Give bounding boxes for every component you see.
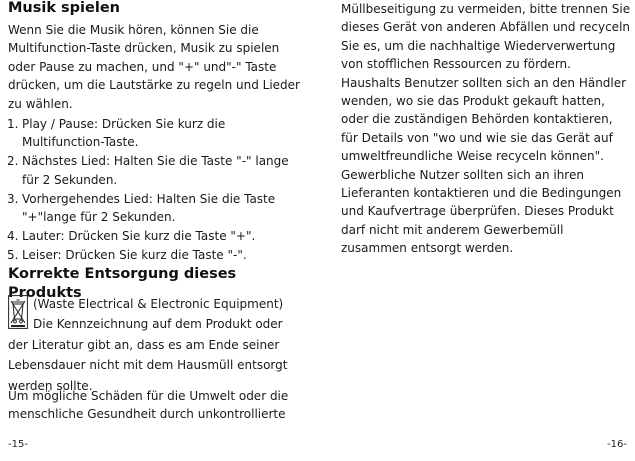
disposal-continued-paragraph: Müllbeseitigung zu vermeiden, bitte trennen Sie dieses Gerät von anderen Abfällen und recyceln Sie es, um die nachhaltige Wiederverwertung von stofflichen Ressourcen zu fördern. Haushalts Benutzer sollten sich an den Händler wenden, wo sie das Produkt gekauft hatten, oder die zuständigen Behörden kontaktieren, für Details von "wo und wie sie das Gerät auf umweltfreundliche Weise recyceln können". Gewerbliche Nutzer sollten sich an ihren Lieferanten kontaktieren und die Bedingungen und Kaufvertrage überprüfen. Dieses Produkt darf nicht mit anderem Gewerbemüll zusammen entsorgt werden. xyxy=(341,2,631,256)
page-number-right: -16- xyxy=(607,439,627,450)
step-number: 4. xyxy=(7,229,19,244)
step-number: 5. xyxy=(7,248,19,263)
music-steps-list xyxy=(8,115,300,265)
step-number: 1. xyxy=(7,117,19,131)
list-item xyxy=(8,190,300,227)
crossed-out-wheelie-bin-icon xyxy=(8,295,28,329)
step-text: Play / Pause: Drücken Sie kurz die Multifunction-Taste. xyxy=(22,117,226,150)
list-item xyxy=(8,227,300,245)
music-intro-paragraph: Wenn Sie die Musik hören, können Sie die Multifunction-Taste drücken, Musik zu spielen oder Pause zu machen, und "+" und"-" Taste drücken, um die Lautstärke zu regeln und Lieder zu wählen. xyxy=(8,23,300,111)
step-number: 3. xyxy=(7,191,19,206)
weee-notice xyxy=(8,293,300,395)
step-text: Lauter: Drücken Sie kurz die Taste "+". xyxy=(22,229,256,244)
music-section-heading: Musik spielen xyxy=(8,0,120,16)
page-number-left: -15- xyxy=(8,439,28,450)
list-item xyxy=(8,152,300,189)
list-item xyxy=(8,115,300,152)
step-text: Nächstes Lied: Halten Sie die Taste "-" lange für 2 Sekunden. xyxy=(22,154,289,187)
list-item xyxy=(8,246,300,264)
damage-paragraph: Um mögliche Schäden für die Umwelt oder die menschliche Gesundheit durch unkontrollierte xyxy=(8,389,289,422)
step-text: Vorhergehendes Lied: Halten Sie die Taste "+"lange für 2 Sekunden. xyxy=(22,191,276,225)
step-number: 2. xyxy=(7,154,19,169)
step-text: Leiser: Drücken Sie kurz die Taste "-". xyxy=(22,248,247,263)
weee-paragraph: (Waste Electrical & Electronic Equipment) Die Kennzeichnung auf dem Produkt oder der Literatur gibt an, dass es am Ende seiner Lebensdauer nicht mit dem Hausmüll entsorgt werden sollte. xyxy=(8,297,288,393)
disposal-section-heading: Korrekte Entsorgung dieses Produkts xyxy=(8,266,237,301)
